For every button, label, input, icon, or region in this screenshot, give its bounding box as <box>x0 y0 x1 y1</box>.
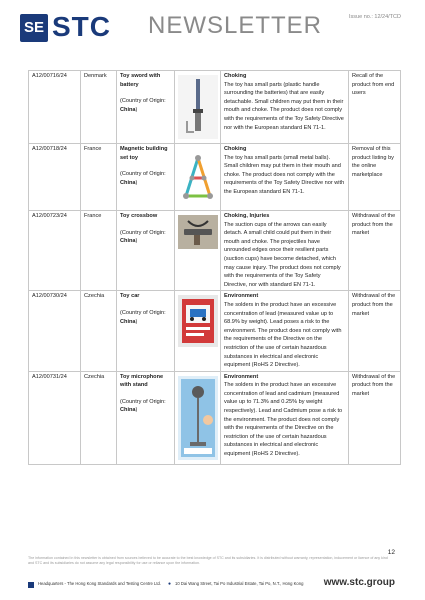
reference-cell: A12/00723/24 <box>29 211 81 291</box>
description-cell <box>221 211 349 291</box>
product-cell <box>117 144 175 211</box>
risk-description: The toy has small parts (small metal balls). Small children may put them in their mouth and choke. The product does not comply with the requirements of the Toy Safety Directive nor with the European standard EN 71-1. <box>224 154 345 195</box>
product-cell <box>117 291 175 371</box>
toy-microphone-icon <box>178 376 218 460</box>
measure-cell: Withdrawal of the product from the market <box>349 371 401 464</box>
headquarters-address: 10 Dai Wang Street, Tai Po Industrial Estate, Tai Po, N.T., Hong Kong <box>175 581 304 586</box>
table-row <box>29 211 401 291</box>
toy-car-icon <box>178 295 218 347</box>
measure-cell: Withdrawal of the product from the market <box>349 291 401 371</box>
description-cell <box>221 371 349 464</box>
stc-logo <box>20 11 120 44</box>
reference-cell: A12/00716/24 <box>29 71 81 144</box>
risk-type: Choking <box>224 146 247 152</box>
page-header <box>0 0 425 56</box>
country-cell: Denmark <box>81 71 117 144</box>
risk-description: The toy has small parts (plastic handle surrounding the batteries) that are easily detachable. Small children may put them in their mouth and choke. The product does not comply with the requirements of the Toy Safety Directive nor with the European standard EN 71-1. <box>224 81 344 131</box>
reference-cell: A12/00730/24 <box>29 291 81 371</box>
product-image-cell <box>175 144 221 211</box>
table-row <box>29 71 401 144</box>
risk-type: Environment <box>224 373 259 380</box>
description-cell <box>221 144 349 211</box>
description-cell <box>221 291 349 371</box>
website-link[interactable]: www.stc.group <box>323 577 395 588</box>
product-image-cell <box>175 71 221 144</box>
risk-description: The solders in the product have an excessive concentration of lead (measured value up to 68.9% by weight). Lead poses a risk to the environment. The product does not comply with the requirements of the Directive on the restriction of the use of certain hazardous substances in electrical and electronic equipment (RoHS 2 Directive). <box>224 301 342 369</box>
product-name: Toy crossbow <box>120 213 158 219</box>
reference-cell: A12/00731/24 <box>29 371 81 464</box>
table-row <box>29 144 401 211</box>
measure-cell: Removal of this product listing by the online marketplace <box>349 144 401 211</box>
product-name: Toy sword with battery <box>120 73 161 88</box>
country-cell: France <box>81 211 117 291</box>
building-icon <box>28 582 34 588</box>
country-of-origin: (Country of Origin: China) <box>120 171 166 186</box>
risk-description: The solders in the product have an excessive concentration of lead and cadmium (measured value up to 71.3% and 0.25% by weight respectively). Lead and Cadmium pose a risk to the environment. The product does not comply with the requirements of the Directive on the restriction of the use of certain hazardous substances in electrical and electronic equipment (RoHS 2 Directive). <box>224 382 343 458</box>
product-name: Magnetic building set toy <box>120 146 168 161</box>
logo-mark: SE <box>20 14 48 42</box>
country-cell: France <box>81 144 117 211</box>
risk-description: The suction cups of the arrows can easily detach. A small child could put them in their mouth and choke. The projectiles have unrounded edges once their resilient parts (suction cups) have become detached, which may cause injury. The product does not comply with the requirements of the Toy Safety Directive, nor with standard EN 71-1. <box>224 221 341 288</box>
table-row <box>29 291 401 371</box>
logo-text: STC <box>52 11 111 42</box>
newsletter-title: NEWSLETTER <box>148 12 323 39</box>
issue-number: Issue no.: 12/24/TCD <box>349 14 401 20</box>
product-image-cell <box>175 291 221 371</box>
product-image-cell <box>175 371 221 464</box>
country-of-origin: (Country of Origin: China) <box>120 398 166 414</box>
country-cell: Czechia <box>81 371 117 464</box>
measure-cell: Recall of the product from end users <box>349 71 401 144</box>
page-footer <box>0 576 425 600</box>
page-number: 12 <box>387 549 395 556</box>
disclaimer: The information contained in this newsletter is obtained from sources believed to be accurate to the best knowledge of STC and its subsidiaries. It is distributed without warranty, representation, inducement or licence of any kind and STC and its subsidiaries do not assume any legal responsibility for use or reliance upon the information. <box>28 556 388 565</box>
table-row <box>29 371 401 464</box>
headquarters-name: Headquarters - The Hong Kong Standards and Testing Centre Ltd. <box>38 581 161 586</box>
risk-type: Choking <box>224 73 247 79</box>
product-name: Toy car <box>120 293 140 300</box>
product-name: Toy microphone with stand <box>120 373 164 389</box>
toy-crossbow-icon <box>178 215 218 249</box>
product-image-cell <box>175 211 221 291</box>
product-cell <box>117 371 175 464</box>
risk-type: Environment <box>224 293 259 300</box>
product-cell <box>117 211 175 291</box>
toy-sword-icon <box>178 75 218 139</box>
country-cell: Czechia <box>81 291 117 371</box>
location-pin-icon: ● <box>168 581 172 587</box>
country-of-origin: (Country of Origin: China) <box>120 229 166 245</box>
description-cell <box>221 71 349 144</box>
country-of-origin: (Country of Origin: China) <box>120 98 166 113</box>
measure-cell: Withdrawal of the product from the market <box>349 211 401 291</box>
recall-table <box>28 70 401 465</box>
reference-cell: A12/00718/24 <box>29 144 81 211</box>
magnetic-building-set-icon <box>178 148 218 206</box>
product-cell <box>117 71 175 144</box>
country-of-origin: (Country of Origin: China) <box>120 309 166 325</box>
risk-type: Choking, Injuries <box>224 213 270 219</box>
